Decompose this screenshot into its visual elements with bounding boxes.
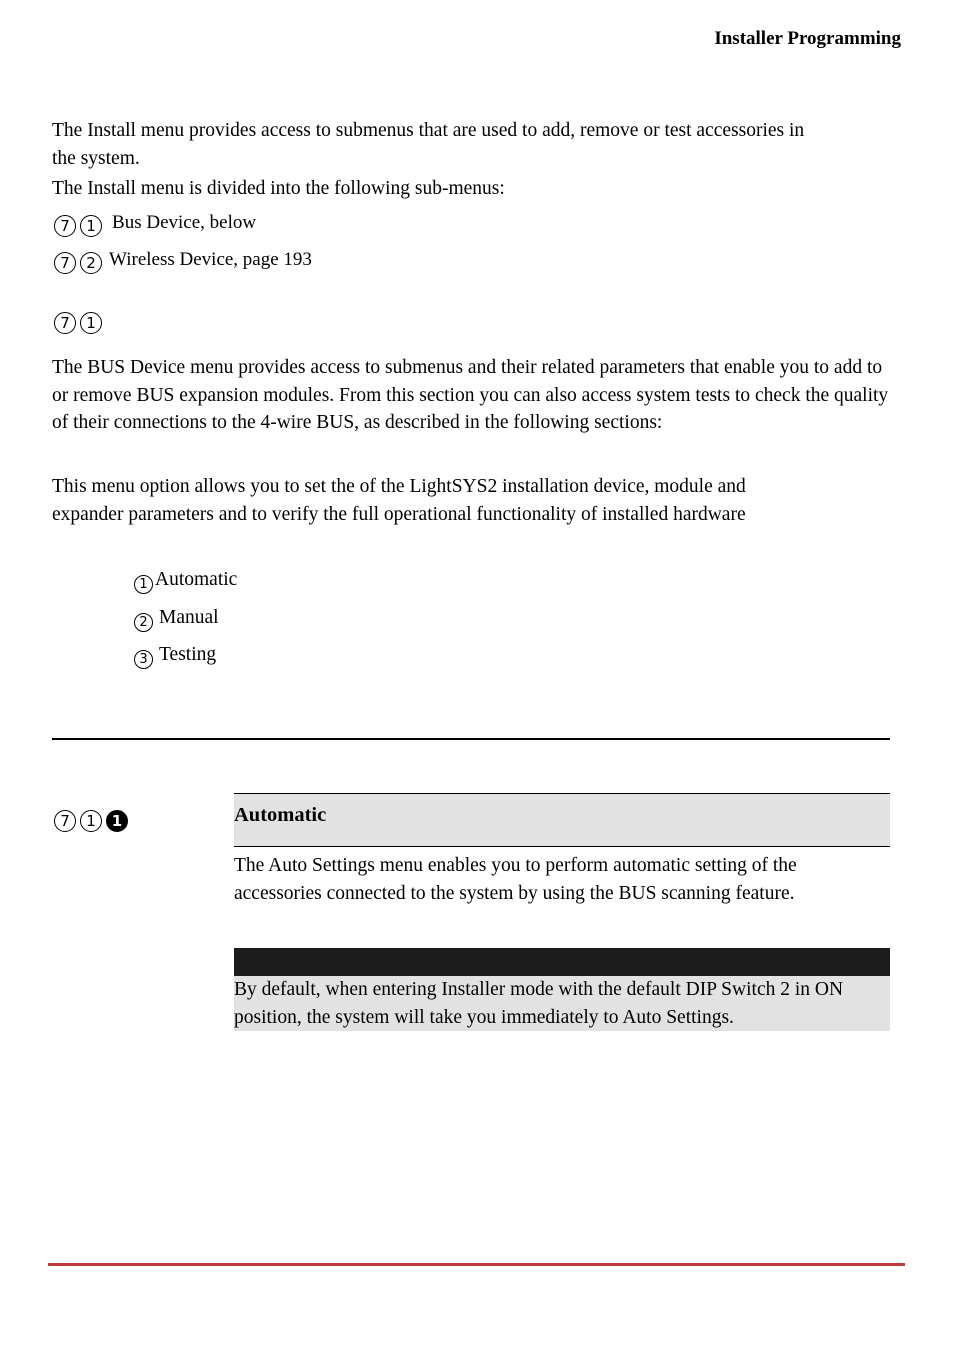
intro-paragraph-1: The Install menu provides access to submenus that are used to add, remove or test accessories in the system. [52, 120, 805, 169]
digit-seven-icon: 7 [54, 215, 76, 237]
digit-one-icon: 1 [80, 215, 102, 237]
section-divider [52, 738, 890, 740]
footer-rule [48, 1263, 905, 1266]
automatic-title: Automatic [234, 793, 890, 847]
digit-two-icon: 2 [80, 252, 102, 274]
bus-option-label: Testing [159, 644, 217, 665]
digit-one-icon: 1 [80, 312, 102, 334]
digit-two-icon: 2 [134, 613, 153, 632]
intro-paragraph-2: The Install menu is divided into the following sub-menus: [52, 178, 505, 199]
bus-option-label: Manual [159, 607, 219, 628]
digit-three-icon: 3 [134, 650, 153, 669]
submenu-item-wireless-device[interactable] [54, 248, 312, 274]
bus-option-testing[interactable] [134, 641, 216, 669]
digit-one-filled-icon: 1 [106, 810, 128, 832]
note-header-bar [234, 948, 890, 976]
bus-option-automatic[interactable] [134, 566, 237, 594]
digit-seven-icon: 7 [54, 252, 76, 274]
automatic-keys [54, 808, 132, 832]
bus-paragraph-2: This menu option allows you to set the of the LightSYS2 installation device, module and expander parameters and to verify the full operational functionality of installed hardware [52, 476, 746, 525]
submenu-item-label: Wireless Device, page 193 [109, 249, 312, 270]
bus-option-label: Automatic [155, 569, 238, 590]
bus-paragraph-1: The BUS Device menu provides access to submenus and their related parameters that enable you to add to or remove BUS expansion modules. From this section you can also access system tests to check the quality of their connections to the 4-wire BUS, as described in the following sections: [52, 357, 889, 433]
automatic-description: The Auto Settings menu enables you to perform automatic setting of the accessories connected to the system by using the BUS scanning feature. [234, 855, 797, 904]
digit-one-icon: 1 [134, 575, 153, 594]
digit-seven-icon: 7 [54, 810, 76, 832]
bus-section-keys [54, 310, 106, 334]
bus-option-manual[interactable] [134, 604, 219, 632]
digit-seven-icon: 7 [54, 312, 76, 334]
note-text: By default, when entering Installer mode with the default DIP Switch 2 in ON position, the system will take you immediately to Auto Settings. [234, 976, 890, 1031]
submenu-item-label: Bus Device, below [112, 212, 257, 233]
page-header: Installer Programming [714, 28, 901, 49]
submenu-item-bus-device[interactable] [54, 211, 256, 237]
digit-one-icon: 1 [80, 810, 102, 832]
